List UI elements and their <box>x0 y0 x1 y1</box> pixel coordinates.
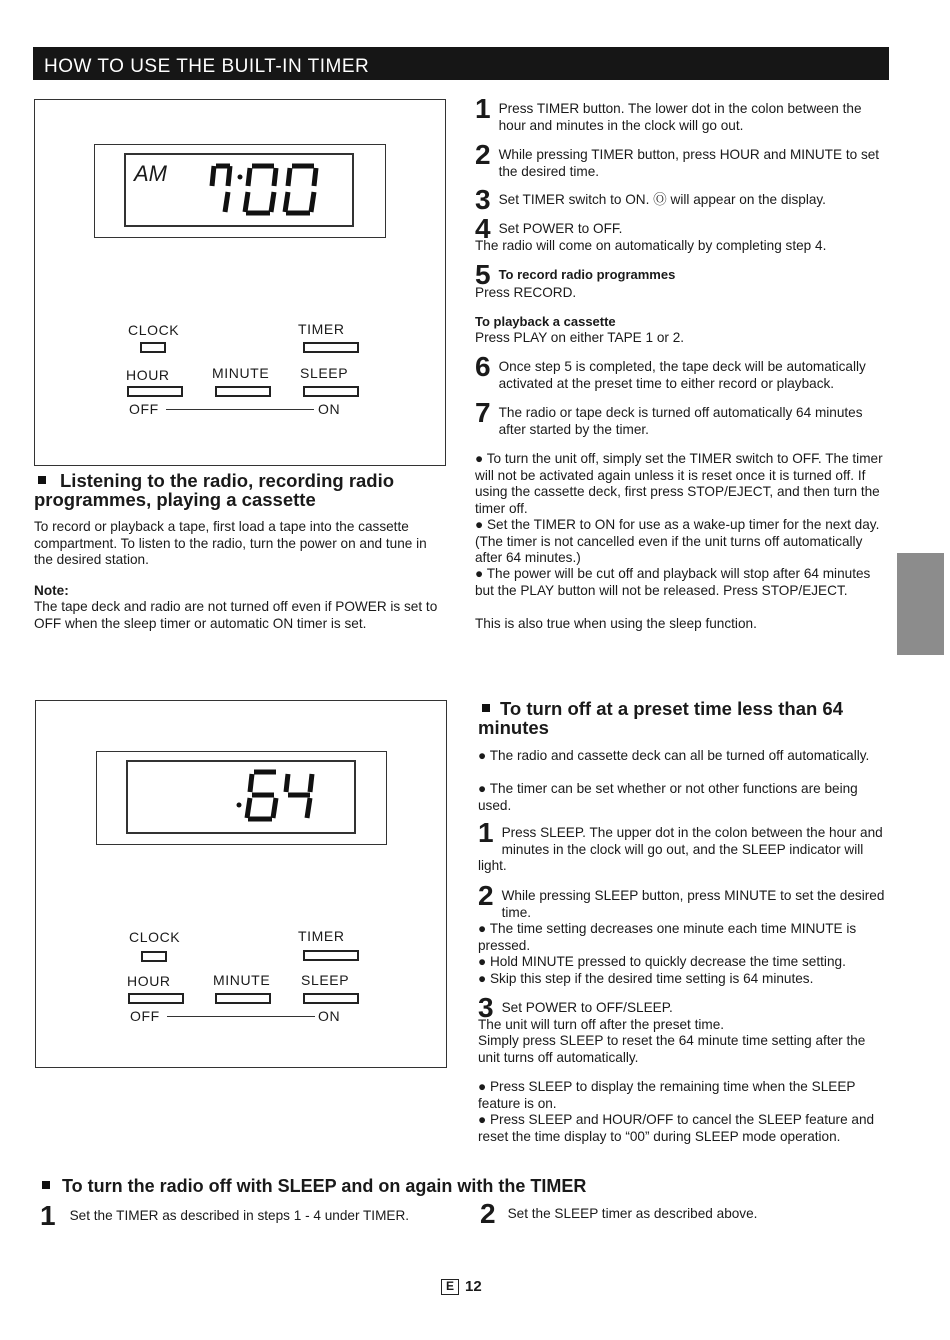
sleep-step-2: 2 While pressing SLEEP button, press MINUTE to set the desired time. <box>478 880 885 920</box>
label-off: OFF <box>129 401 159 417</box>
timer-bullet-3: ● The power will be cut off and playback will stop after 64 minutes but the PLAY button will not be released. Press STOP/EJECT. <box>475 566 871 598</box>
timer-switch-2[interactable] <box>303 950 359 961</box>
timer-step-4-note: The radio will come on automatically by completing step 4. <box>475 238 827 253</box>
hour-button-2[interactable] <box>128 993 184 1004</box>
timer-step-3: 3 Set TIMER switch to ON. Ⓞ will appear on the display. <box>475 184 826 215</box>
playback-title: To playback a cassette <box>475 314 616 329</box>
sleep-step-2-bullet-1: ● The time setting decreases one minute each time MINUTE is pressed. <box>478 921 857 953</box>
hour-button[interactable] <box>127 386 183 397</box>
sleep-step-3-reset: Simply press SLEEP to reset the 64 minute time setting after the unit turns off automatically. <box>478 1033 866 1065</box>
language-badge: E <box>441 1279 459 1295</box>
note-body: The tape deck and radio are not turned off even if POWER is set to OFF when the sleep timer or automatic ON timer is set. <box>34 599 438 631</box>
label-on-2: ON <box>318 1008 341 1024</box>
playback-body: Press PLAY on either TAPE 1 or 2. <box>475 330 685 345</box>
sleep-step-3-note: The unit will turn off after the preset time. <box>478 1017 725 1032</box>
label-clock-2: CLOCK <box>129 929 181 945</box>
label-off-2: OFF <box>130 1008 160 1024</box>
sleep-button-2[interactable] <box>303 993 359 1004</box>
label-hour: HOUR <box>126 367 170 383</box>
label-minute: MINUTE <box>212 365 270 381</box>
label-clock: CLOCK <box>128 322 180 338</box>
clock-button-2[interactable] <box>141 951 167 962</box>
timer-step-7: 7 The radio or tape deck is turned off automatically 64 minutes after started by the timer. <box>475 397 863 437</box>
label-on: ON <box>318 401 341 417</box>
sleep-step-1: 1 Press SLEEP. The upper dot in the colon between the hour and minutes in the clock will go out, and the SLEEP indicator will light. <box>478 817 883 874</box>
label-sleep: SLEEP <box>300 365 349 381</box>
label-timer: TIMER <box>298 321 345 337</box>
note-label: Note: <box>34 583 69 598</box>
sleep-button[interactable] <box>303 386 359 397</box>
combined-step-1: 1 Set the TIMER as described in steps 1 - 4 under TIMER. <box>40 1200 410 1231</box>
minute-button-2[interactable] <box>215 993 271 1004</box>
timer-step-4: 4 Set POWER to OFF. <box>475 213 623 244</box>
timer-step-5-body: Press RECORD. <box>475 285 577 300</box>
sleep-bullet-3: ● Press SLEEP to display the remaining time when the SLEEP feature is on. <box>478 1079 856 1111</box>
sleep-bullet-4: ● Press SLEEP and HOUR/OFF to cancel the SLEEP feature and reset the time display to “00” during SLEEP mode operation. <box>478 1112 875 1144</box>
side-index-tab <box>897 553 944 655</box>
bullet-square <box>42 1181 50 1189</box>
listening-body: To record or playback a tape, first load a tape into the cassette compartment. To listen to the radio, turn the power on and tune in the desired station. <box>34 519 427 568</box>
bullet-square <box>482 704 490 712</box>
page-number: 12 <box>465 1278 482 1295</box>
timer-bullet-1: ● To turn the unit off, simply set the TIMER switch to OFF. The timer will not be activated again unless it is reset once it is turned off. If using the cassette deck, first press STOP/EJECT, and then turn the timer off. <box>475 451 883 516</box>
sleep-step-2-bullet-3: ● Skip this step if the desired time setting is 64 minutes. <box>478 971 814 986</box>
timer-step-2: 2 While pressing TIMER button, press HOUR and MINUTE to set the desired time. <box>475 139 880 179</box>
bullet-square <box>38 476 46 484</box>
am-indicator: AM <box>134 161 167 186</box>
combined-step-2: 2 Set the SLEEP timer as described above. <box>480 1198 758 1229</box>
power-switch-line-2 <box>167 1016 315 1017</box>
timer-bullet-4: This is also true when using the sleep function. <box>475 616 757 631</box>
sleep-heading: To turn off at a preset time less than 64 minutes <box>478 698 844 738</box>
label-timer-2: TIMER <box>298 928 345 944</box>
listening-heading: Listening to the radio, recording radio programmes, playing a cassette <box>34 470 395 510</box>
label-minute-2: MINUTE <box>213 972 271 988</box>
timer-switch[interactable] <box>303 342 359 353</box>
timer-step-5: 5 To record radio programmes <box>475 259 676 290</box>
lcd-digits-64 <box>226 766 326 824</box>
timer-bullet-2: ● Set the TIMER to ON for use as a wake-up timer for the next day. (The timer is not cancelled even if the unit turns off automatically after 64 minutes.) <box>475 517 880 566</box>
sleep-step-2-bullet-2: ● Hold MINUTE pressed to quickly decrease the time setting. <box>478 954 846 969</box>
timer-step-1: 1 Press TIMER button. The lower dot in the colon between the hour and minutes in the clock will go out. <box>475 93 862 133</box>
timer-step-6: 6 Once step 5 is completed, the tape deck will be automatically activated at the preset time to either record or playback. <box>475 351 866 391</box>
label-hour-2: HOUR <box>127 973 171 989</box>
combined-heading: To turn the radio off with SLEEP and on again with the TIMER <box>40 1177 900 1196</box>
power-switch-line <box>166 409 314 410</box>
sleep-bullet-1: ● The radio and cassette deck can all be turned off automatically. <box>478 748 870 763</box>
page-title: HOW TO USE THE BUILT-IN TIMER <box>44 56 370 77</box>
clock-button[interactable] <box>140 342 166 353</box>
sleep-step-3: 3 Set POWER to OFF/SLEEP. <box>478 992 673 1023</box>
lcd-digits-1-00 <box>196 160 326 218</box>
sleep-bullet-2: ● The timer can be set whether or not other functions are being used. <box>478 781 858 813</box>
label-sleep-2: SLEEP <box>301 972 350 988</box>
minute-button[interactable] <box>215 386 271 397</box>
